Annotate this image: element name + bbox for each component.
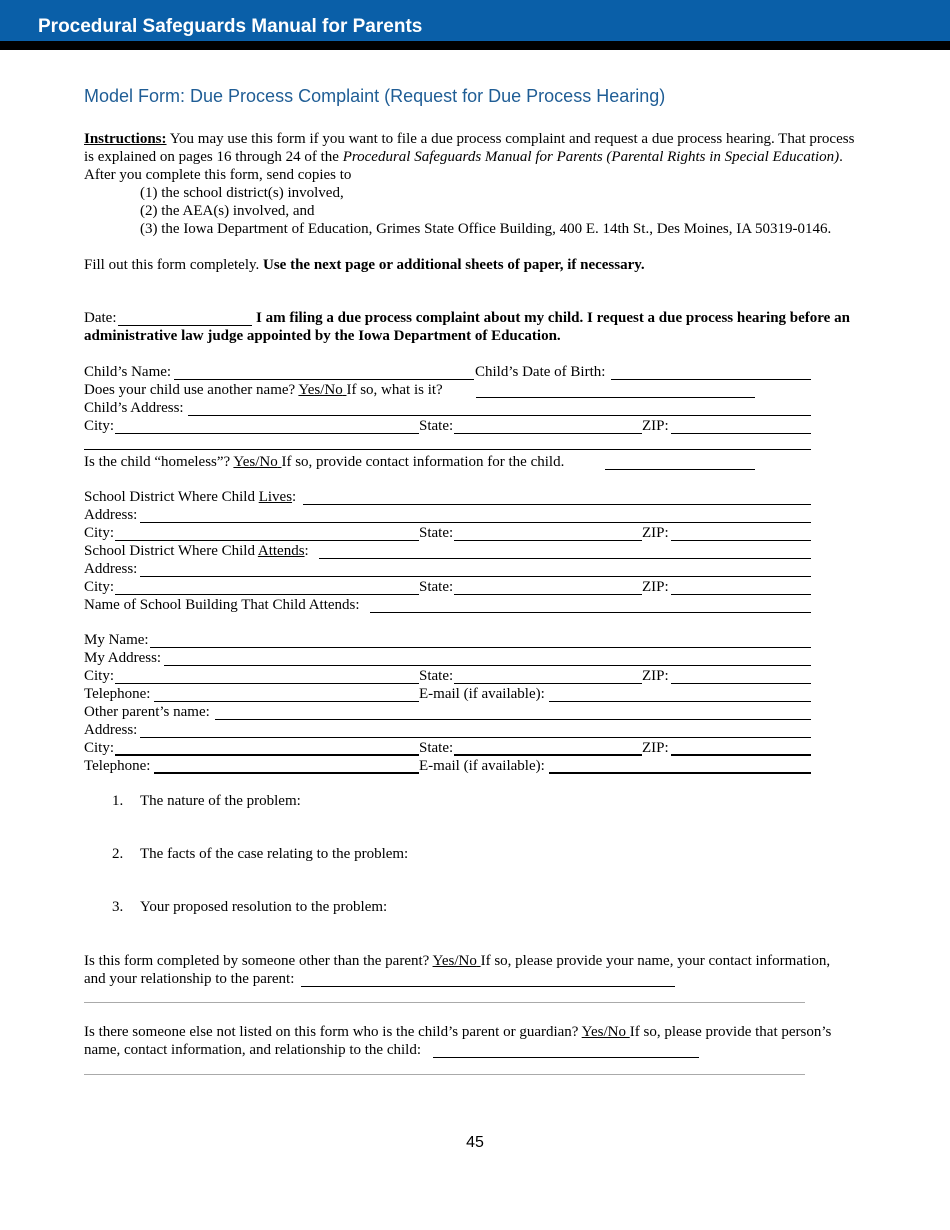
state-label: State: <box>419 579 454 595</box>
state-field[interactable] <box>454 433 642 434</box>
yes-no-option[interactable]: Yes/No <box>581 1024 626 1040</box>
recipient-item: (1) the school district(s) involved, <box>140 185 344 201</box>
other-parent-label: Other parent’s name: <box>84 704 210 720</box>
school-building-field[interactable] <box>370 612 811 613</box>
manual-title: Procedural Safeguards Manual for Parents (Parental Rights in Special Education) <box>342 149 840 165</box>
completed-by-other-question: Is this form completed by someone other than the parent? Yes/No If so, please provide your name, your contact information, <box>84 953 831 969</box>
district-lives-field[interactable] <box>303 504 811 505</box>
question-number: 3. <box>112 899 124 915</box>
state-field[interactable] <box>454 594 642 595</box>
guardian-relationship-field[interactable] <box>433 1057 699 1058</box>
date-statement-text: I am filing a due process complaint about my child. I request a due process hearing before an administrative law judge appointed by the Iowa Department of Education. <box>84 310 850 344</box>
zip-label: ZIP: <box>642 668 669 684</box>
question-resolution: Your proposed resolution to the problem: <box>140 899 388 915</box>
city-label: City: <box>84 418 115 434</box>
childs-address-label: Child’s Address: <box>84 400 184 416</box>
address-label: Address: <box>84 561 138 577</box>
zip-field[interactable] <box>671 594 811 595</box>
school-building-label: Name of School Building That Child Attends: <box>84 597 360 613</box>
telephone-field[interactable] <box>154 701 419 702</box>
telephone-field[interactable] <box>154 772 419 774</box>
district-attends-label: School District Where Child Attends: <box>84 543 309 559</box>
telephone-label: Telephone: <box>84 758 151 774</box>
header-divider <box>0 41 950 50</box>
zip-label: ZIP: <box>642 525 669 541</box>
my-name-label: My Name: <box>84 632 149 648</box>
zip-field[interactable] <box>671 754 811 756</box>
question-number: 2. <box>112 846 124 862</box>
email-field[interactable] <box>549 772 811 774</box>
page-header <box>0 0 950 41</box>
extra-info-line[interactable] <box>84 1074 805 1075</box>
homeless-contact-field[interactable] <box>605 469 755 470</box>
state-label: State: <box>419 525 454 541</box>
page-number: 45 <box>466 1134 484 1151</box>
city-label: City: <box>84 668 115 684</box>
header-title: Procedural Safeguards Manual for Parents <box>38 16 423 37</box>
city-field[interactable] <box>115 754 419 756</box>
homeless-question: Is the child “homeless”? Yes/No If so, provide contact information for the child. <box>84 454 565 470</box>
state-label: State: <box>419 418 454 434</box>
another-name-question: Does your child use another name? Yes/No If so, what is it? <box>84 382 443 398</box>
city-field[interactable] <box>115 683 419 684</box>
instructions-text-end: . After you complete this form, send copies to <box>84 149 843 183</box>
zip-label: ZIP: <box>642 418 669 434</box>
form-title: Model Form: Due Process Complaint (Request for Due Process Hearing) <box>84 86 666 106</box>
instructions-paragraph <box>84 130 864 184</box>
state-label: State: <box>419 740 454 756</box>
zip-field[interactable] <box>671 540 811 541</box>
my-address-label: My Address: <box>84 650 162 666</box>
date-statement <box>84 309 864 345</box>
city-field[interactable] <box>115 433 419 434</box>
fill-out-note: Fill out this form completely. Use the next page or additional sheets of paper, if necessary. <box>84 257 645 273</box>
other-name-field[interactable] <box>476 397 755 398</box>
city-field[interactable] <box>115 540 419 541</box>
zip-label: ZIP: <box>642 579 669 595</box>
city-label: City: <box>84 525 115 541</box>
district-attends-field[interactable] <box>319 558 811 559</box>
extra-info-line[interactable] <box>84 1002 805 1003</box>
district-lives-address-field[interactable] <box>140 522 811 523</box>
question-facts: The facts of the case relating to the problem: <box>140 846 409 862</box>
guardian-line2: name, contact information, and relationship to the child: <box>84 1042 421 1058</box>
date-label: Date: <box>84 310 117 326</box>
yes-no-option[interactable]: Yes/No <box>432 953 477 969</box>
childs-name-label: Child’s Name: <box>84 364 172 380</box>
zip-field[interactable] <box>671 433 811 434</box>
separator-line <box>84 449 811 450</box>
my-name-field[interactable] <box>150 647 811 648</box>
instructions-label: Instructions: <box>84 131 167 147</box>
completed-by-other-line2: and your relationship to the parent: <box>84 971 295 987</box>
zip-field[interactable] <box>671 683 811 684</box>
question-number: 1. <box>112 793 124 809</box>
my-address-field[interactable] <box>164 665 811 666</box>
district-lives-label: School District Where Child Lives: <box>84 489 297 505</box>
district-attends-address-field[interactable] <box>140 576 811 577</box>
state-label: State: <box>419 668 454 684</box>
address-label: Address: <box>84 722 138 738</box>
childs-dob-label: Child’s Date of Birth: <box>475 364 606 380</box>
email-field[interactable] <box>549 701 811 702</box>
childs-dob-field[interactable] <box>611 379 811 380</box>
date-field[interactable] <box>118 325 252 326</box>
zip-label: ZIP: <box>642 740 669 756</box>
email-label: E-mail (if available): <box>419 758 545 774</box>
yes-no-option[interactable]: Yes/No <box>233 454 278 470</box>
relationship-field[interactable] <box>301 986 675 987</box>
childs-name-field[interactable] <box>174 379 474 380</box>
other-parent-address-field[interactable] <box>140 737 811 738</box>
city-field[interactable] <box>115 594 419 595</box>
city-label: City: <box>84 579 115 595</box>
recipient-item: (2) the AEA(s) involved, and <box>140 203 315 219</box>
state-field[interactable] <box>454 754 642 756</box>
state-field[interactable] <box>454 540 642 541</box>
telephone-label: Telephone: <box>84 686 151 702</box>
yes-no-option[interactable]: Yes/No <box>298 382 343 398</box>
email-label: E-mail (if available): <box>419 686 545 702</box>
address-label: Address: <box>84 507 138 523</box>
state-field[interactable] <box>454 683 642 684</box>
city-label: City: <box>84 740 115 756</box>
question-nature: The nature of the problem: <box>140 793 301 809</box>
recipient-item: (3) the Iowa Department of Education, Grimes State Office Building, 400 E. 14th St., Des Moines, IA 50319-0146. <box>140 221 832 237</box>
childs-address-field[interactable] <box>188 415 811 416</box>
other-parent-field[interactable] <box>215 719 811 720</box>
instructions-text: You may use this form if you want to file a due process complaint and request a due process hearing. That process is explained on pages 16 through 24 of the <box>84 131 855 165</box>
guardian-question: Is there someone else not listed on this form who is the child’s parent or guardian? Yes/No If so, please provide that person’s <box>84 1024 832 1040</box>
